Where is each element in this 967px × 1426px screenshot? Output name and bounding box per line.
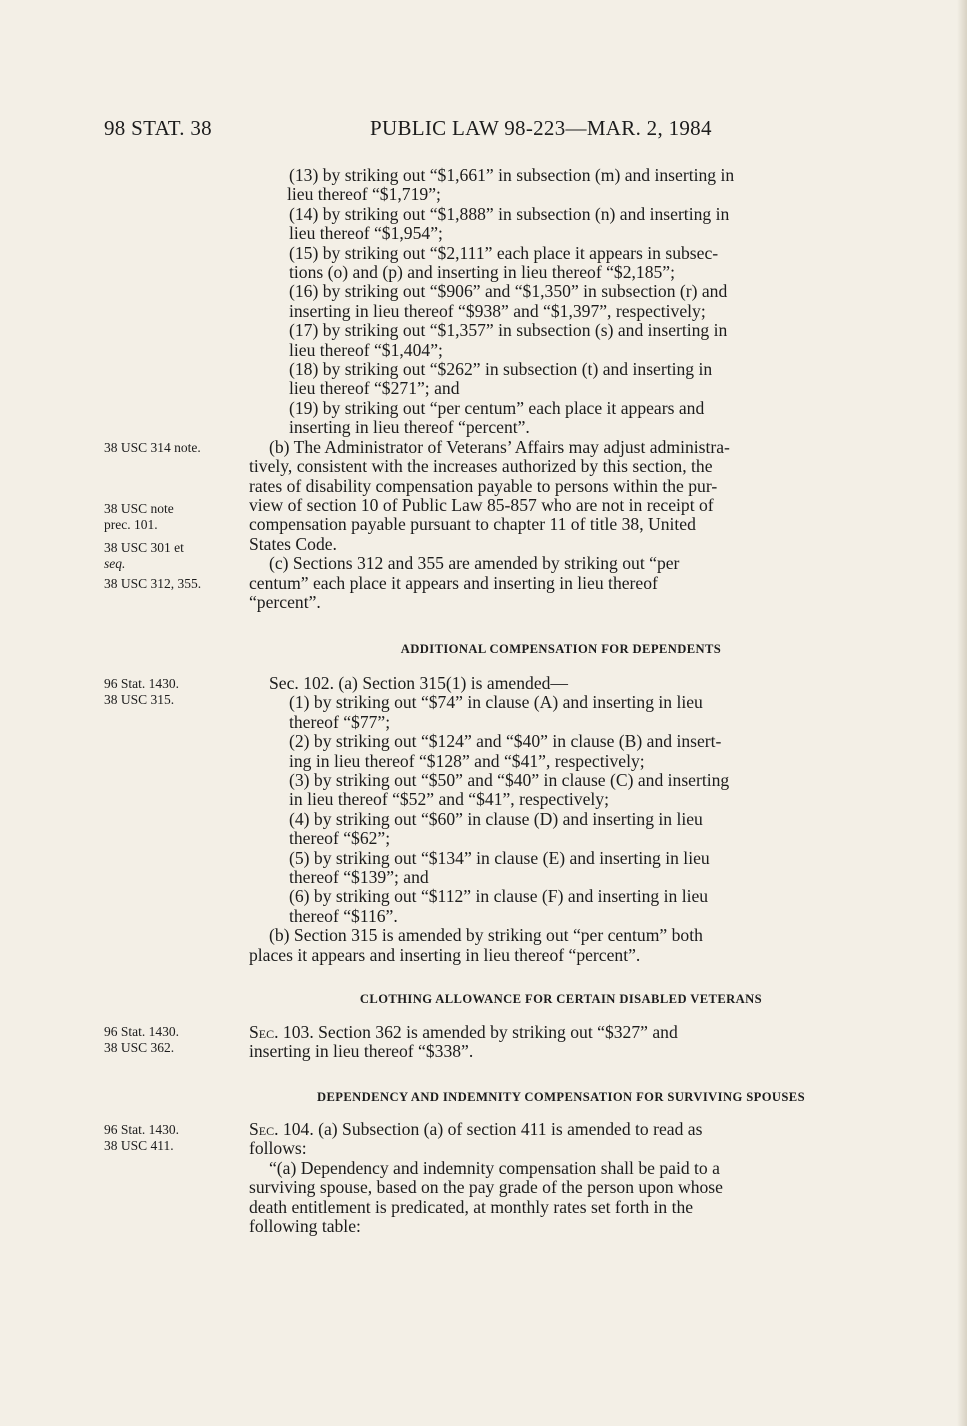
margin-note-301: 38 USC 301 et seq.: [104, 540, 184, 571]
item-19: (19) by striking out “per centum” each place it appears and inserting in lieu thereof “percent”.: [289, 397, 705, 438]
margin-note-prec-101: 38 USC note prec. 101.: [104, 501, 174, 532]
item-17: (17) by striking out “$1,357” in subsection (s) and inserting in lieu thereof “$1,404”;: [289, 320, 728, 360]
clause-3: (3) by striking out “$50” and “$40” in clause (C) and inserting in lieu thereof “$52” and “$41”, respectively;: [289, 770, 730, 810]
heading-additional-compensation: ADDITIONAL COMPENSATION FOR DEPENDENTS: [400, 642, 722, 656]
margin-note-314: 38 USC 314 note.: [104, 440, 201, 455]
section-104: Sec. 104. (a) Subsection (a) of section 411 is amended to read as follows: “(a) Dependency and indemnity compensation shall be paid to a surviving spouse, based on the pay grade of the person upon whose death entitlement is predicated, at monthly rates set forth in the following table:: [249, 1119, 723, 1237]
sec-102-subsection-b: (b) Section 315 is amended by striking out “per centum” both places it appears and inserting in lieu thereof “percent”.: [249, 925, 703, 965]
margin-note-312-355: 38 USC 312, 355.: [104, 576, 202, 591]
sec-102-intro: Sec. 102. (a) Section 315(1) is amended—: [269, 673, 569, 693]
clause-5: (5) by striking out “$134” in clause (E) and inserting in lieu thereof “$139”; and: [289, 847, 710, 888]
margin-note-362: 96 Stat. 1430. 38 USC 362.: [104, 1024, 180, 1055]
section-103: Sec. 103. Section 362 is amended by striking out “$327” and inserting in lieu thereof “$338”.: [249, 1022, 678, 1062]
clause-6: (6) by striking out “$112” in clause (F) and inserting in lieu thereof “$116”.: [289, 886, 709, 926]
stat-citation: 98 STAT. 38: [104, 116, 212, 140]
section-101-continuation: [249, 166, 873, 612]
item-14: (14) by striking out “$1,888” in subsection (n) and inserting in lieu thereof “$1,954”;: [289, 203, 730, 244]
item-15: (15) by striking out “$2,111” each place it appears in subsec- tions (o) and (p) and inserting in lieu thereof “$2,185”;: [289, 242, 719, 283]
margin-note-315: 96 Stat. 1430. 38 USC 315.: [104, 676, 180, 707]
page-header: [104, 116, 874, 146]
heading-clothing-allowance: CLOTHING ALLOWANCE FOR CERTAIN DISABLED VETERANS: [359, 992, 763, 1006]
public-law-title: PUBLIC LAW 98-223—MAR. 2, 1984: [370, 116, 712, 140]
margin-note-411: 96 Stat. 1430. 38 USC 411.: [104, 1122, 180, 1153]
subsection-b: (b) The Administrator of Veterans’ Affairs may adjust administra- tively, consistent with the increases authorized by this section, the rates of disability compensation payable to persons within the pur- view of section 10 of Public Law 85-857 who are not in receipt of compensation payable pursuant to chapter 11 of title 38, United States Code.: [249, 436, 730, 554]
page-edge-shadow: [957, 0, 967, 1426]
item-18: (18) by striking out “$262” in subsection (t) and inserting in lieu thereof “$271”; and: [289, 359, 713, 399]
subsection-c: (c) Sections 312 and 355 are amended by striking out “per centum” each place it appears and inserting in lieu thereof “percent”.: [249, 553, 680, 612]
item-16: (16) by striking out “$906” and “$1,350” in subsection (r) and inserting in lieu thereof “$938” and “$1,397”, respectively;: [289, 281, 728, 321]
clause-4: (4) by striking out “$60” in clause (D) and inserting in lieu thereof “$62”;: [289, 808, 703, 849]
section-102: [249, 674, 873, 965]
clause-1: (1) by striking out “$74” in clause (A) and inserting in lieu thereof “$77”;: [289, 692, 703, 732]
clause-2: (2) by striking out “$124” and “$40” in clause (B) and insert- ing in lieu thereof “$128” and “$41”, respectively;: [289, 731, 722, 771]
heading-dependency-indemnity: DEPENDENCY AND INDEMNITY COMPENSATION FOR SURVIVING SPOUSES: [316, 1090, 805, 1104]
item-13: (13) by striking out “$1,661” in subsection (m) and inserting in lieu thereof “$1,719”;: [287, 165, 735, 205]
